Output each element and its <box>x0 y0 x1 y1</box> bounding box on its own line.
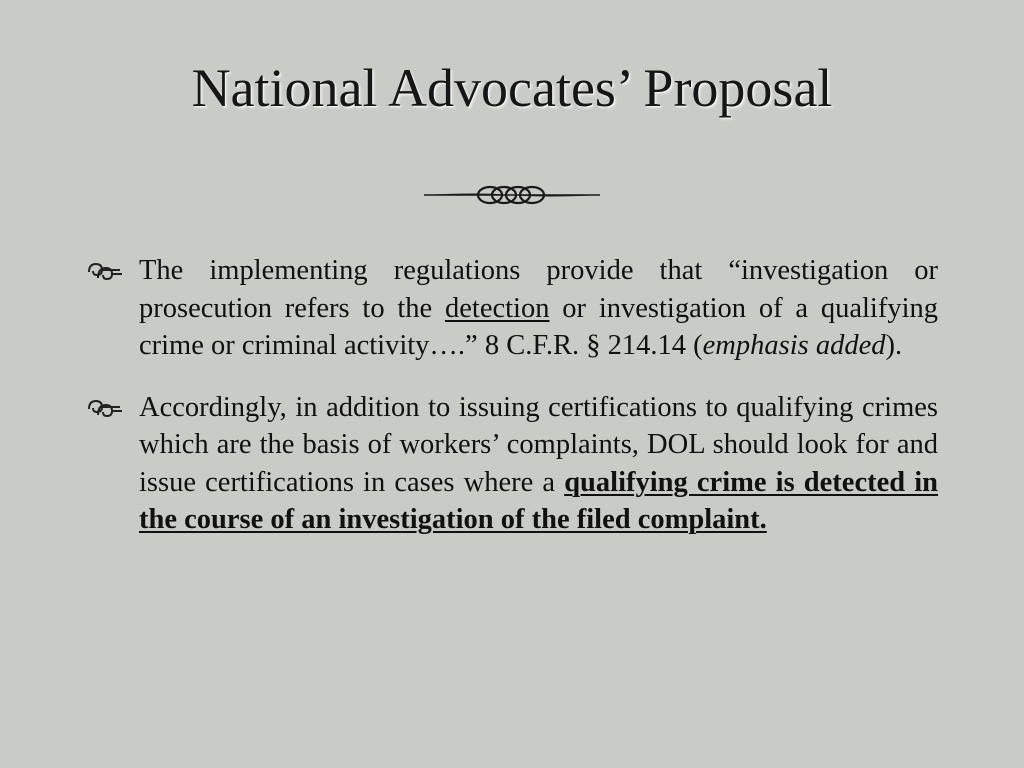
slide-title: National Advocates’ Proposal <box>191 58 833 118</box>
bullet-text-part: Accordingly, in addition to issuing certifications to qualifying crimes which are the basis of workers’ complaints, DOL should look for and issue certifications in cases where a <box>139 391 938 498</box>
bullet-text <box>139 392 938 536</box>
bullet-text <box>139 255 938 361</box>
bullet-item <box>86 252 938 365</box>
emphasized-phrase: qualifying crime is detected in the course of an investigation of the filed complaint. <box>139 466 938 535</box>
bullet-item <box>86 389 938 539</box>
double-swirl-bullet-icon <box>86 254 124 284</box>
italic-note: emphasis added <box>702 330 886 361</box>
double-swirl-bullet-icon <box>86 391 124 421</box>
underlined-term: detection <box>445 292 550 324</box>
bullet-text-part: ). <box>885 330 903 361</box>
bullet-text-part: The implementing regulations provide that “investigation or prosecution refers to the <box>139 255 938 324</box>
bullet-text-part: or investigation of a qualifying crime or criminal activity….” 8 C.F.R. § 214.14 ( <box>139 292 938 361</box>
bullet-list <box>86 252 938 563</box>
scroll-flourish-divider-icon <box>420 178 604 212</box>
